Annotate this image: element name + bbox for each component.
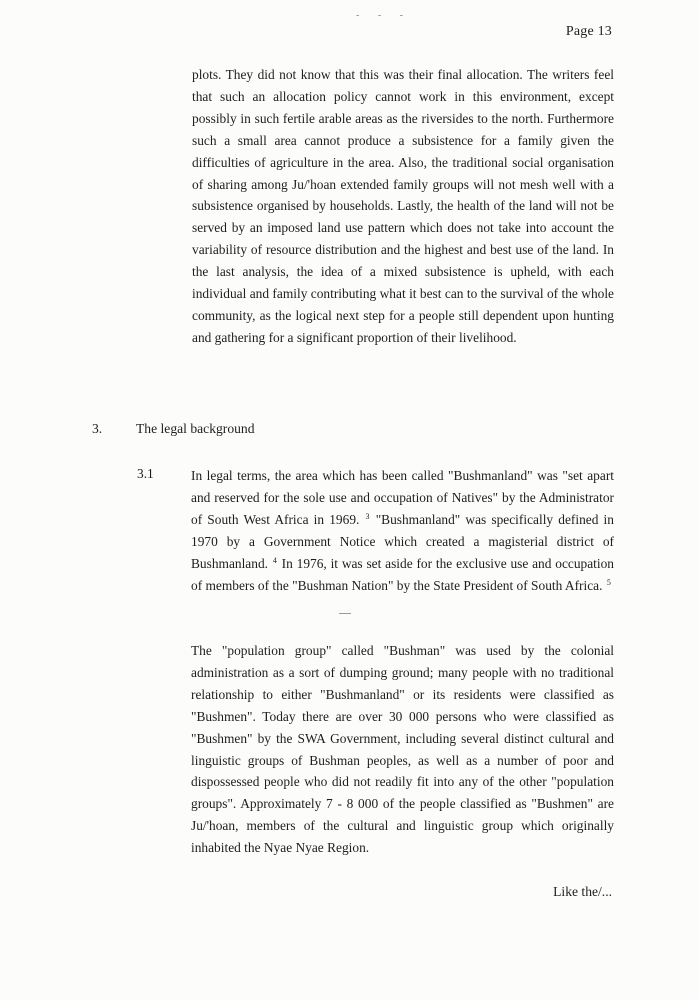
population-group-paragraph: The "population group" called "Bushman" was used by the colonial administration as a sort of dumping ground; many people with no traditional relationship to either "Bushmanland" or its residents were classified as "Bushmen". Today there are over 30 000 persons who were classified as "Bushmen" by the SWA Government, including several distinct cultural and linguistic groups of Bushman peoples, as well as a number of poor and dispossessed people who did not readily fit into any of the other "population groups". Approximately 7 - 8 000 of the people classified as "Bushmen" are Ju/'hoan, members of the cultural and linguistic group which originally inhabited the Nyae Nyae Region. xyxy=(191,643,614,856)
subsection-text-part-2: "Bushmanland" was specifically defined in 1970 by a Government Notice which created a magisterial district of Bushmanland. xyxy=(191,511,614,571)
footnote-ref-4: 4 xyxy=(272,555,277,565)
subsection-paragraph xyxy=(191,465,614,596)
page-number: Page 13 xyxy=(565,24,612,39)
subsection-text-part-1: In legal terms, the area which has been called "Bushmanland" was "set apart and reserved for the sole use and occupation of Natives" by the Administrator of South West Africa in 1969. xyxy=(191,468,614,527)
section-heading: The legal background xyxy=(136,421,255,436)
subsection-number: 3.1 xyxy=(137,466,154,481)
section-number: 3. xyxy=(92,421,103,436)
scan-dash-mark xyxy=(339,613,351,614)
scan-speck-marks: ‐ ‐ ‐ xyxy=(356,10,411,21)
footnote-ref-5: 5 xyxy=(606,577,611,587)
page-catchword: Like the/... xyxy=(553,884,612,899)
paragraph-continuation: plots. They did not know that this was their final allocation. The writers feel that such an allocation policy cannot work in this environment, except possibly in such fertile arable areas as the riversides to the north. Furthermore such a small area cannot produce a subsistence for a family given the difficulties of agriculture in the area. Also, the traditional social organisation of sharing among Ju/'hoan extended family groups will not mesh well with a subsistence organised by households. Lastly, the health of the land will not be served by an imposed land use pattern which does not take into account the variability of resource distribution and the highest and best use of the land. In the last analysis, the idea of a mixed subsistence is upheld, with each individual and family contributing what it best can to the survival of the whole community, as the logical next step for a people still dependent upon hunting and gathering for a significant proportion of their livelihood. xyxy=(192,67,614,345)
footnote-ref-3: 3 xyxy=(365,511,370,521)
subsection-text-part-3: In 1976, it was set aside for the exclusive use and occupation of members of the "Bushman Nation" by the State President of South Africa. xyxy=(191,555,615,593)
